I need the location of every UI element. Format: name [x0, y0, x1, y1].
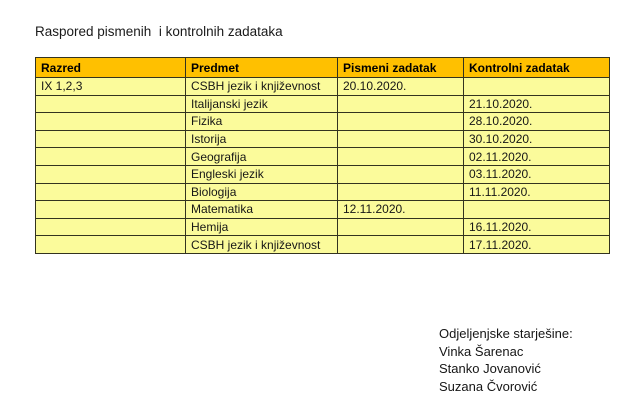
- cell-pismeni: [338, 165, 464, 183]
- table-row: [36, 183, 610, 201]
- cell-kontrolni: [464, 201, 610, 219]
- cell-razred: [36, 165, 186, 183]
- header-kontrolni-zadatak: Kontrolni zadatak: [464, 58, 610, 78]
- table-row: [36, 201, 610, 219]
- cell-predmet: Fizika: [186, 113, 338, 131]
- cell-predmet: Geografija: [186, 148, 338, 166]
- cell-razred: [36, 236, 186, 254]
- signature-name: Vinka Šarenac: [439, 343, 524, 359]
- cell-kontrolni: 11.11.2020.: [464, 183, 610, 201]
- table-row: [36, 95, 610, 113]
- cell-kontrolni: 16.11.2020.: [464, 218, 610, 236]
- cell-pismeni: [338, 183, 464, 201]
- signature-name: Suzana Čvorović: [439, 378, 538, 394]
- cell-razred: IX 1,2,3: [36, 78, 186, 96]
- cell-pismeni: [338, 218, 464, 236]
- cell-predmet: Engleski jezik: [186, 165, 338, 183]
- table-row: [36, 78, 610, 96]
- cell-kontrolni: [464, 78, 610, 96]
- cell-pismeni: [338, 95, 464, 113]
- cell-predmet: Biologija: [186, 183, 338, 201]
- schedule-table: [35, 57, 610, 254]
- cell-predmet: Hemija: [186, 218, 338, 236]
- cell-razred: [36, 183, 186, 201]
- cell-kontrolni: 30.10.2020.: [464, 130, 610, 148]
- cell-predmet: CSBH jezik i književnost: [186, 78, 338, 96]
- cell-razred: [36, 218, 186, 236]
- cell-pismeni: 20.10.2020.: [338, 78, 464, 96]
- cell-pismeni: 12.11.2020.: [338, 201, 464, 219]
- page-title: Raspored pismenih i kontrolnih zadataka: [35, 24, 283, 39]
- table-row: [36, 236, 610, 254]
- signature-name: Stanko Jovanović: [439, 361, 541, 377]
- cell-kontrolni: 17.11.2020.: [464, 236, 610, 254]
- cell-predmet: CSBH jezik i književnost: [186, 236, 338, 254]
- table-row: [36, 113, 610, 131]
- table-row: [36, 148, 610, 166]
- signature-block: [439, 325, 573, 395]
- cell-razred: [36, 130, 186, 148]
- cell-pismeni: [338, 113, 464, 131]
- cell-kontrolni: 28.10.2020.: [464, 113, 610, 131]
- cell-pismeni: [338, 148, 464, 166]
- table-row: [36, 130, 610, 148]
- header-predmet: Predmet: [186, 58, 338, 78]
- table-header-row: [36, 58, 610, 78]
- table-row: [36, 165, 610, 183]
- header-razred: Razred: [36, 58, 186, 78]
- cell-pismeni: [338, 236, 464, 254]
- cell-razred: [36, 148, 186, 166]
- cell-razred: [36, 95, 186, 113]
- cell-kontrolni: 21.10.2020.: [464, 95, 610, 113]
- cell-predmet: Italijanski jezik: [186, 95, 338, 113]
- cell-kontrolni: 03.11.2020.: [464, 165, 610, 183]
- cell-predmet: Istorija: [186, 130, 338, 148]
- cell-predmet: Matematika: [186, 201, 338, 219]
- cell-pismeni: [338, 130, 464, 148]
- cell-kontrolni: 02.11.2020.: [464, 148, 610, 166]
- cell-razred: [36, 113, 186, 131]
- cell-razred: [36, 201, 186, 219]
- header-pismeni-zadatak: Pismeni zadatak: [338, 58, 464, 78]
- signature-heading: Odjeljenjske starješine:: [439, 326, 573, 341]
- table-row: [36, 218, 610, 236]
